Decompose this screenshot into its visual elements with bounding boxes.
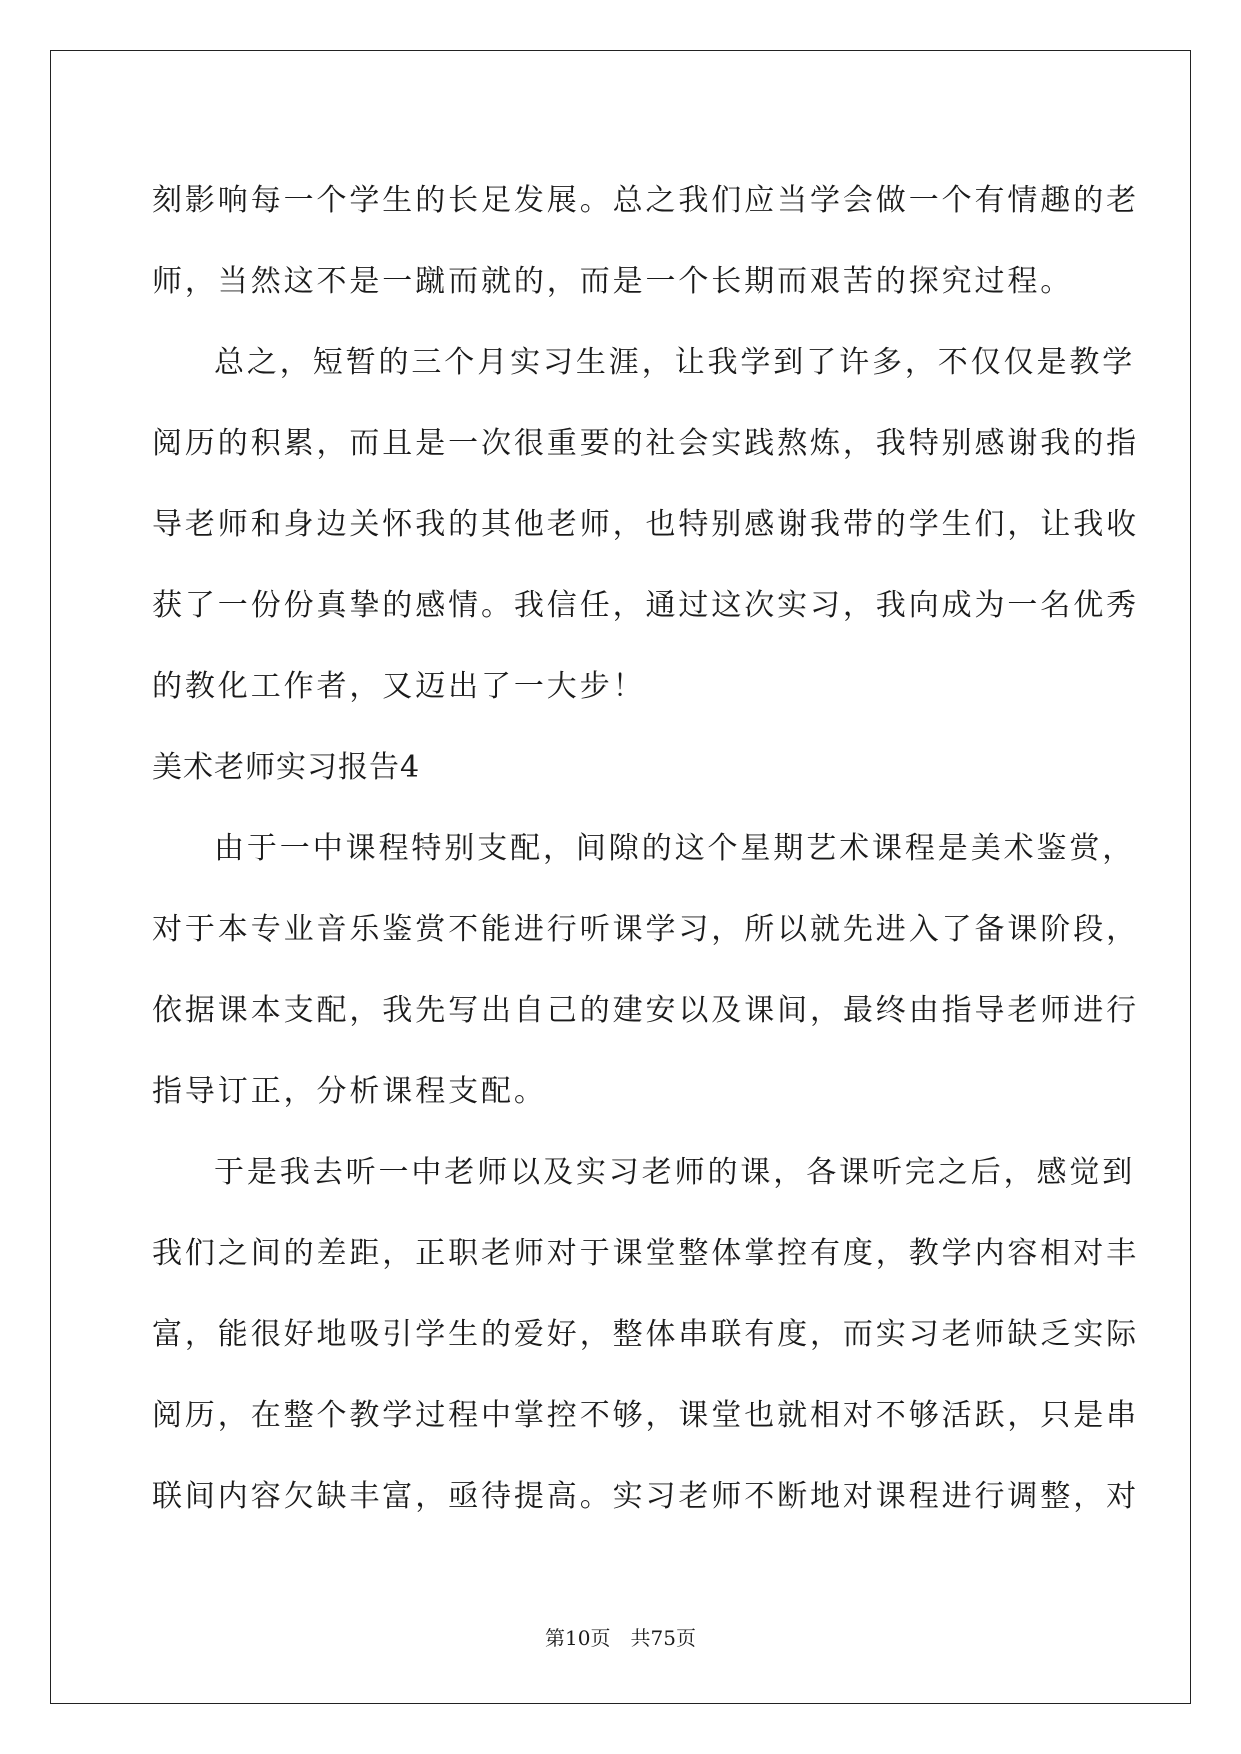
text-line: 总之，短暂的三个月实习生涯，让我学到了许多，不仅仅是教学 xyxy=(214,345,1136,380)
text-line: 依据课本支配，我先写出自己的建安以及课间，最终由指导老师进行 xyxy=(152,993,1139,1028)
page-footer xyxy=(0,1622,1241,1651)
text-line: 阅历，在整个教学过程中掌控不够，课堂也就相对不够活跃，只是串 xyxy=(152,1398,1139,1433)
text-line: 于是我去听一中老师以及实习老师的课，各课听完之后，感觉到 xyxy=(214,1155,1136,1190)
text-line: 导老师和身边关怀我的其他老师，也特别感谢我带的学生们，让我收 xyxy=(152,507,1139,542)
text-line: 获了一份份真挚的感情。我信任，通过这次实习，我向成为一名优秀 xyxy=(152,588,1139,623)
text-line: 对于本专业音乐鉴赏不能进行听课学习，所以就先进入了备课阶段， xyxy=(152,912,1139,947)
text-line: 我们之间的差距，正职老师对于课堂整体掌控有度，教学内容相对丰 xyxy=(152,1236,1139,1271)
section-heading: 美术老师实习报告4 xyxy=(152,750,421,785)
document-body xyxy=(152,160,1139,1537)
text-line: 由于一中课程特别支配，间隙的这个星期艺术课程是美术鉴赏， xyxy=(214,831,1136,866)
text-line: 师，当然这不是一蹴而就的，而是一个长期而艰苦的探究过程。 xyxy=(152,264,1074,299)
text-line: 指导订正，分析课程支配。 xyxy=(152,1074,547,1109)
text-line: 联间内容欠缺丰富，亟待提高。实习老师不断地对课程进行调整，对 xyxy=(152,1479,1139,1514)
text-line: 阅历的积累，而且是一次很重要的社会实践熬炼，我特别感谢我的指 xyxy=(152,426,1139,461)
text-line: 的教化工作者，又迈出了一大步！ xyxy=(152,669,646,704)
text-line: 刻影响每一个学生的长足发展。总之我们应当学会做一个有情趣的老 xyxy=(152,183,1139,218)
text-line: 富，能很好地吸引学生的爱好，整体串联有度，而实习老师缺乏实际 xyxy=(152,1317,1139,1352)
total-pages-label: 共75页 xyxy=(630,1626,696,1650)
current-page-label: 第10页 xyxy=(545,1626,611,1650)
